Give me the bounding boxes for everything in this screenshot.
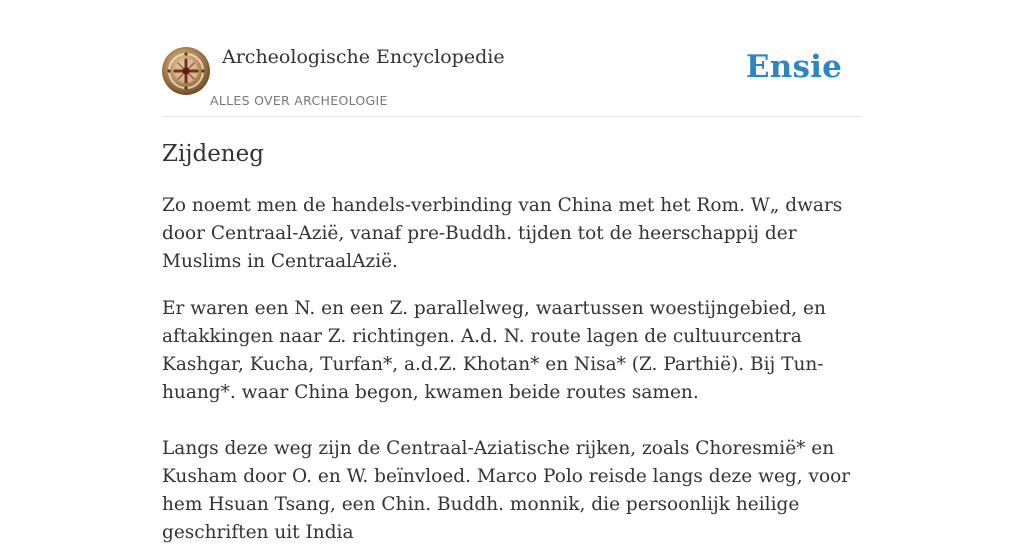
site-header (162, 0, 862, 117)
ensie-brand-logo[interactable]: Ensie (745, 49, 842, 85)
article-paragraph: Zo noemt men de handels-verbinding van China met het Rom. W„ dwars door Centraal-Azië, vanaf pre-Buddh. tijden tot de heerschappij der Muslims in CentraalAzië. (162, 195, 843, 272)
entry-title: Zijdeneg (162, 141, 264, 167)
site-name[interactable]: Archeologische Encyclopedie (222, 46, 505, 68)
article-paragraph: Langs deze weg zijn de Centraal-Aziatische rijken, zoals Choresmië* en Kusham door O. en W. beïnvloed. Marco Polo reisde langs deze weg, voor hem Hsuan Tsang, een Chin. Buddh. monnik, die persoonlijk heilige geschriften uit India (162, 438, 851, 543)
article-content (162, 138, 862, 547)
article-paragraph: Er waren een N. en een Z. parallelweg, waartussen woestijngebied, en aftakkingen naar Z. richtingen. A.d. N. route lagen de cultuurcentra Kashgar, Kucha, Turfan*, a.d.Z. Khotan* en Nisa* (Z. Parthië). Bij Tun-huang*. waar China begon, kwamen beide routes samen. (162, 298, 826, 403)
archaeology-coin-logo-icon[interactable] (162, 47, 210, 95)
logo-image (162, 47, 210, 95)
site-tagline: ALLES OVER ARCHEOLOGIE (210, 93, 388, 108)
